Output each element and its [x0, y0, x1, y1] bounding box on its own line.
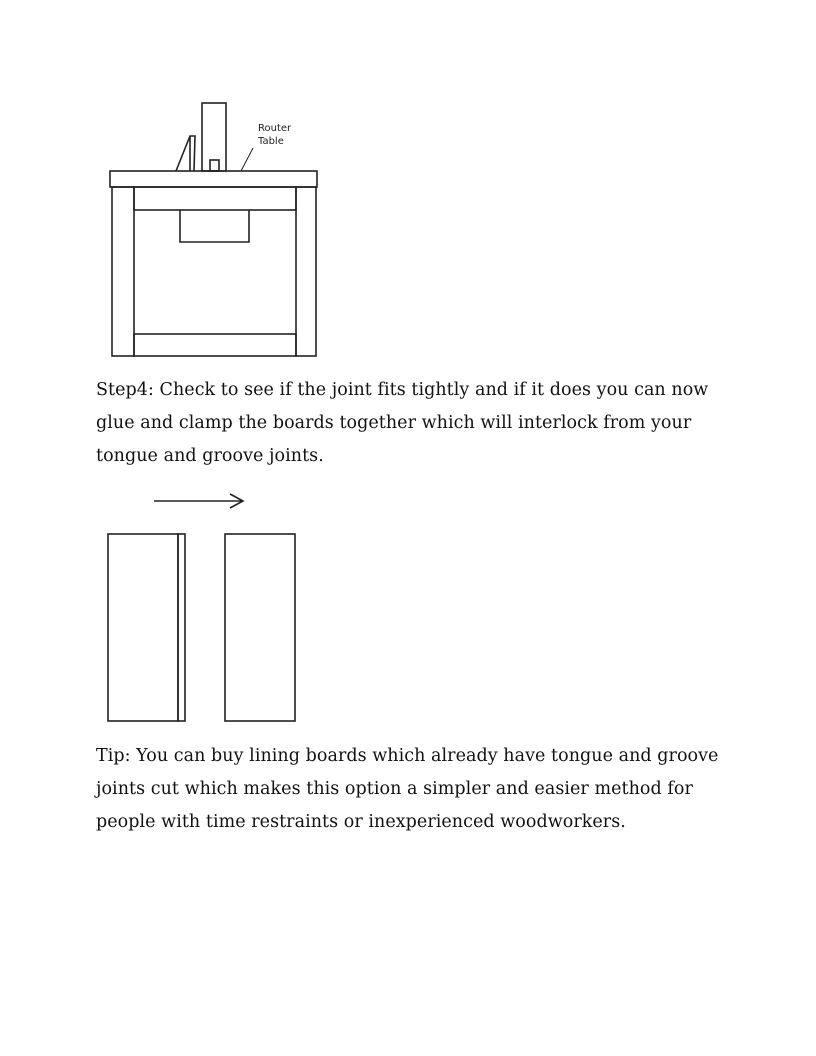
table-leg-left [112, 187, 134, 356]
bottom-stretcher [134, 334, 296, 356]
table-top [110, 171, 317, 187]
board-left-tongue [178, 534, 185, 721]
router-label-line1: Router [258, 123, 292, 134]
angled-support [176, 136, 195, 171]
tip-paragraph: Tip: You can buy lining boards which already have tongue and groove joints cut which makes this option a simpler and easier method for people with time restraints or inexperienced woodworkers. [96, 746, 719, 832]
step4-paragraph: Step4: Check to see if the joint fits tightly and if it does you can now glue and clamp the boards together which will interlock from your tongue and groove joints. [96, 380, 709, 466]
board-left [108, 534, 178, 721]
boards-drawing [100, 486, 305, 726]
tongue-groove-boards-diagram [100, 486, 305, 726]
router-label-line2: Table [258, 136, 284, 147]
router-table-diagram [104, 98, 328, 362]
router-body [180, 210, 249, 242]
router-bit [210, 160, 219, 171]
router-fence [202, 103, 226, 171]
label-leader-line [241, 148, 253, 171]
board-right [225, 534, 295, 721]
router-table-drawing [104, 98, 328, 362]
table-leg-right [296, 187, 316, 356]
table-apron [134, 187, 296, 210]
